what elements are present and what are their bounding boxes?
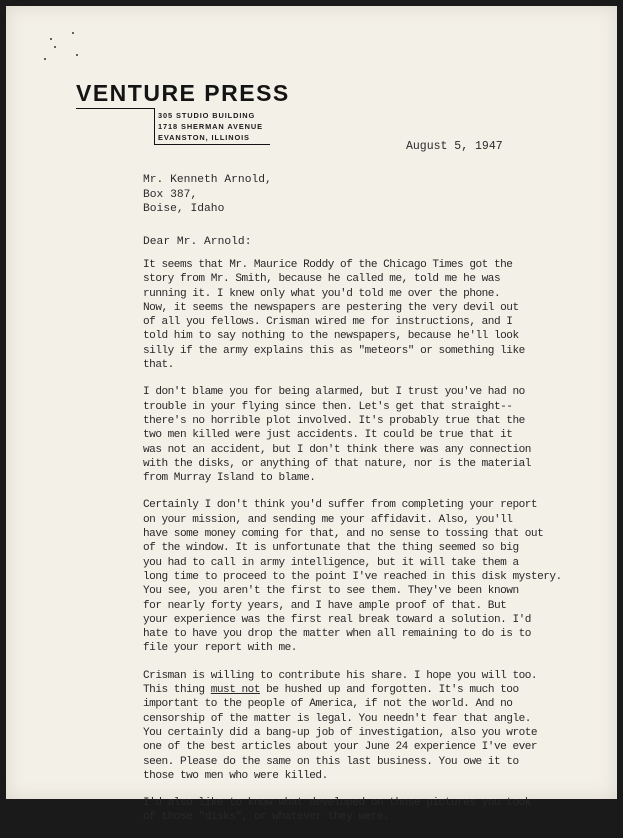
letterhead-rule <box>76 108 154 109</box>
text-line: You certainly did a bang-up job of investigation, also you wrote <box>143 726 538 739</box>
company-address <box>158 110 263 143</box>
address-line: 305 STUDIO BUILDING <box>158 111 256 120</box>
text-line: those two men who were killed. <box>143 769 328 782</box>
speck <box>44 58 46 60</box>
text-line: file your report with me. <box>143 642 297 655</box>
text-line: told him to say nothing to the newspapers, because he'll look <box>143 330 519 343</box>
text-line: one of the best articles about your June 24 experience I've ever <box>143 741 538 754</box>
text-line: for nearly forty years, and I have ample proof of that. But <box>143 599 507 612</box>
speck <box>50 38 52 40</box>
text-line: of all you fellows. Crisman wired me for instructions, and I <box>143 316 513 329</box>
paragraph-4 <box>143 669 543 783</box>
text-line: hate to have you drop the matter when all remaining to do is to <box>143 628 531 641</box>
text-line: two men killed were just accidents. It could be true that it <box>143 429 513 442</box>
text-fragment: This thing <box>143 684 211 697</box>
recipient-line: Mr. Kenneth Arnold, <box>143 174 272 186</box>
text-line: You see, you aren't the first to see them. They've been known <box>143 585 519 598</box>
text-line: Crisman is willing to contribute his share. I hope you will too. <box>143 669 538 682</box>
letter-date: August 5, 1947 <box>406 140 503 153</box>
text-line: It seems that Mr. Maurice Roddy of the Chicago Times got the <box>143 259 513 271</box>
paragraph-5 <box>143 796 543 825</box>
text-line: with the disks, or anything of that nature, nor is the material <box>143 457 531 470</box>
salutation: Dear Mr. Arnold: <box>143 236 252 248</box>
speck <box>76 54 78 56</box>
paper-specks <box>42 28 102 78</box>
address-line: 1718 SHERMAN AVENUE <box>158 122 263 131</box>
text-line: I don't blame you for being alarmed, but I trust you've had no <box>143 386 525 399</box>
text-line: that. <box>143 359 174 372</box>
text-line: Now, it seems the newspapers are pestering the very devil out <box>143 301 519 314</box>
letter-body <box>143 258 562 838</box>
company-logo: VENTURE PRESS <box>76 80 290 106</box>
text-line: there's no horrible plot involved. It's probably true that the <box>143 414 525 427</box>
letterhead-rule <box>154 108 155 144</box>
text-line: on your mission, and sending me your affidavit. Also, you'll <box>143 513 513 526</box>
recipient-line: Boise, Idaho <box>143 203 225 215</box>
text-line: censorship of the matter is legal. You needn't fear that angle. <box>143 712 531 725</box>
text-line: of those "disks", or whatever they were. <box>143 811 390 824</box>
paragraph-2 <box>143 385 543 485</box>
underlined-text: must not <box>210 684 260 697</box>
text-line: trouble in your flying since then. Let's get that straight-- <box>143 400 513 413</box>
text-line: was not an accident, but I don't think there was any connection <box>143 443 531 456</box>
paragraph-3 <box>143 498 562 655</box>
text-line: long time to proceed to the point I've reached in this disk mystery. <box>143 570 562 583</box>
text-line: story from Mr. Smith, because he called me, told me he was <box>143 273 501 286</box>
paragraph-1 <box>143 258 543 372</box>
letterhead-rule <box>154 144 270 145</box>
speck <box>54 46 56 48</box>
text-line: important to the people of America, if not the world. And no <box>143 698 513 711</box>
text-line: silly if the army explains this as "meteors" or something like <box>143 344 525 357</box>
text-line: your experience was the first real break toward a solution. I'd <box>143 613 531 626</box>
address-line: EVANSTON, ILLINOIS <box>158 133 250 142</box>
letter-page <box>6 6 617 824</box>
text-line: Certainly I don't think you'd suffer from completing your report <box>143 499 538 512</box>
text-line: have some money coming for that, and no sense to tossing that out <box>143 528 544 541</box>
text-line <box>143 683 543 697</box>
text-line: I'd also like to know what developed on those pictures you took <box>143 797 531 810</box>
speck <box>72 32 74 34</box>
text-line: from Murray Island to blame. <box>143 472 316 485</box>
text-line: running it. I knew only what you'd told me over the phone. <box>143 287 501 300</box>
text-fragment: be hushed up and forgotten. It's much too <box>260 684 519 697</box>
text-line: seen. Please do the same on this last business. You owe it to <box>143 755 519 768</box>
recipient-line: Box 387, <box>143 188 198 201</box>
recipient-address <box>143 173 272 217</box>
text-line: of the window. It is unfortunate that the thing seemed so big <box>143 542 519 555</box>
text-line: you had to call in army intelligence, but it will take them a <box>143 556 519 569</box>
